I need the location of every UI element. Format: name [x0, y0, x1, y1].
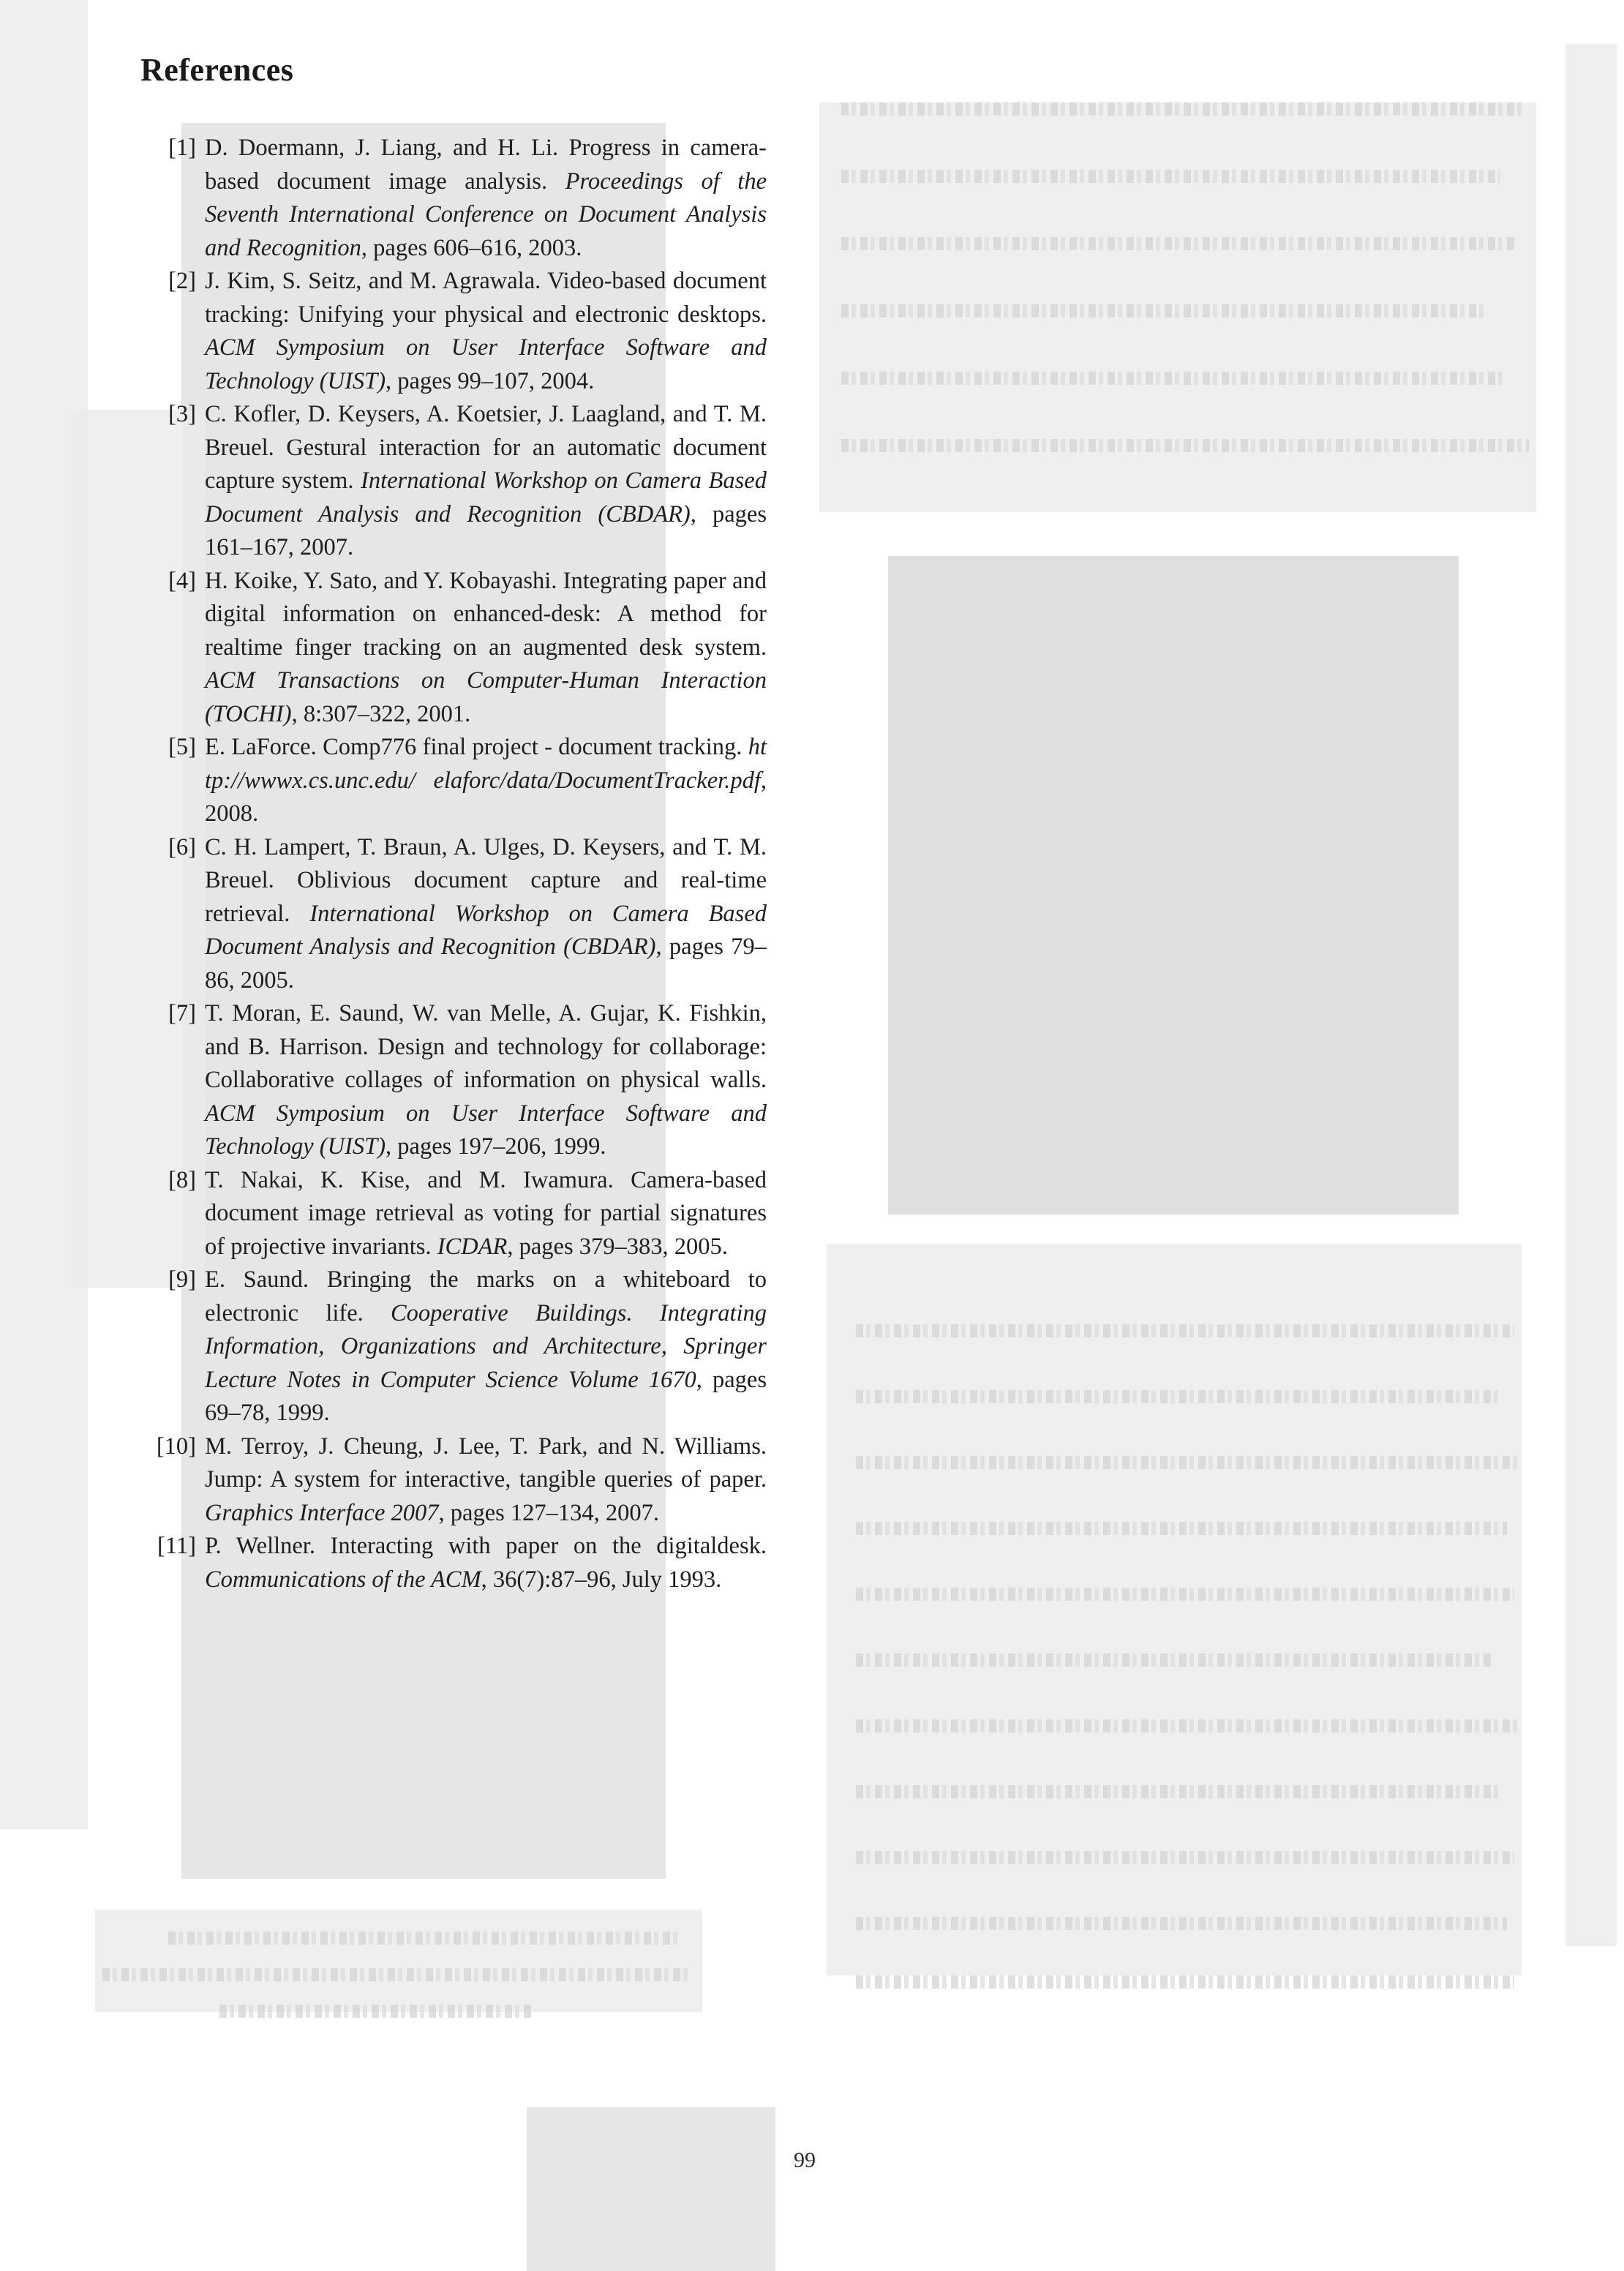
reference-authors-title: M. Terroy, J. Cheung, J. Lee, T. Park, and N. Williams. Jump: A system for interactive, tangible queries of paper. — [205, 1433, 767, 1493]
ghost-text-line — [856, 1390, 1500, 1403]
reference-authors-title: C. Kofler, D. Keysers, A. Koetsier, J. Laagland, and T. M. Breuel. Gestural interaction for an automatic document capture system. — [205, 401, 767, 494]
reference-item — [139, 1530, 909, 1596]
scan-noise-bottom-left — [95, 1910, 702, 2012]
reference-text — [205, 1530, 767, 1596]
reference-venue: International Workshop on Camera Based Document Analysis and Recognition (CBDAR) — [205, 900, 767, 960]
reference-details: , pages 99–107, 2004. — [386, 367, 595, 394]
reference-authors-title: T. Moran, E. Saund, W. van Melle, A. Gujar, K. Fishkin, and B. Harrison. Design and technology for collaborage: Collaborative collages of information on physical walls. — [205, 1000, 767, 1093]
reference-venue: International Workshop on Camera Based Document Analysis and Recognition (CBDAR) — [205, 468, 767, 528]
reference-item — [139, 132, 909, 265]
ghost-text-line — [856, 1588, 1514, 1601]
ghost-text-line — [841, 439, 1529, 452]
reference-details: , pages 161–167, 2007. — [205, 500, 767, 560]
reference-authors-title: H. Koike, Y. Sato, and Y. Kobayashi. Integrating paper and digital information on enhanced-desk: A method for realtime finger tracking on an augmented desk system. — [205, 567, 767, 661]
reference-details: , pages 379–383, 2005. — [507, 1233, 728, 1260]
scan-noise-bottom-blob — [527, 2107, 775, 2271]
reference-venue: Proceedings of the Seventh International Conference on Document Analysis and Recognition — [205, 168, 767, 261]
reference-number: [1] — [168, 135, 196, 161]
scan-noise-right-edge — [1565, 44, 1617, 1946]
reference-number: [5] — [168, 734, 196, 760]
reference-authors-title: C. H. Lampert, T. Braun, A. Ulges, D. Keysers, and T. M. Breuel. Oblivious document capture and real-time retrieval. — [205, 833, 767, 927]
reference-details: , pages 127–134, 2007. — [438, 1499, 660, 1526]
reference-number: [7] — [168, 1000, 196, 1026]
reference-authors-title: J. Kim, S. Seitz, and M. Agrawala. Video-based document tracking: Unifying your physical and electronic desktops. — [205, 268, 767, 328]
ghost-text-line — [856, 1324, 1514, 1337]
page-number: 99 — [794, 2148, 816, 2172]
reference-number: [9] — [168, 1266, 196, 1293]
reference-item — [139, 565, 909, 732]
ghost-text-line — [219, 2005, 534, 2018]
ghost-text-line — [856, 1917, 1507, 1930]
reference-text — [205, 265, 767, 398]
reference-number: [2] — [168, 268, 196, 294]
reference-text — [205, 731, 767, 831]
reference-text — [205, 398, 767, 565]
ghost-text-line — [856, 1522, 1507, 1535]
reference-text — [205, 1430, 767, 1531]
reference-details: , 36(7):87–96, July 1993. — [481, 1566, 722, 1593]
reference-number: [3] — [168, 401, 196, 427]
reference-number: [6] — [168, 833, 196, 860]
reference-text — [205, 132, 767, 265]
reference-details: , pages 79–86, 2005. — [205, 934, 767, 994]
reference-venue: Communications of the ACM — [205, 1566, 481, 1593]
ghost-text-line — [856, 1653, 1492, 1667]
ghost-text-line — [856, 1719, 1518, 1733]
reference-venue: Graphics Interface 2007 — [205, 1499, 439, 1526]
reference-authors-title: T. Nakai, K. Kise, and M. Iwamura. Camera-based document image retrieval as voting for partial signatures of projective invariants. — [205, 1166, 767, 1260]
reference-item — [139, 831, 909, 998]
reference-venue: ACM Symposium on User Interface Software and Technology (UIST) — [205, 1100, 767, 1160]
ghost-text-line — [841, 372, 1507, 385]
ghost-text-line — [168, 1932, 680, 1945]
ghost-text-line — [856, 1456, 1522, 1469]
ghost-text-line — [102, 1968, 688, 1981]
reference-item — [139, 731, 909, 831]
reference-item — [139, 265, 909, 398]
scan-noise-right-block — [888, 556, 1459, 1215]
reference-details: , 2008. — [205, 767, 767, 827]
reference-item — [139, 398, 909, 565]
reference-authors-title: E. LaForce. Comp776 final project - document tracking. — [205, 734, 743, 760]
ghost-text-line — [841, 102, 1522, 116]
reference-item — [139, 1164, 909, 1264]
reference-venue: ACM Transactions on Computer-Human Interaction (TOCHI) — [205, 667, 767, 727]
reference-venue: Cooperative Buildings. Integrating Information, Organizations and Architecture, Springer Lecture Notes in Computer Science Volume 1670 — [205, 1299, 767, 1393]
reference-text — [205, 1164, 767, 1264]
reference-venue: ACM Symposium on User Interface Software and Technology (UIST) — [205, 334, 767, 394]
reference-text — [205, 831, 767, 998]
reference-number: [10] — [156, 1433, 196, 1460]
ghost-text-line — [856, 1975, 1514, 1989]
references-heading: References — [140, 52, 294, 88]
reference-authors-title: P. Wellner. Interacting with paper on the digitaldesk. — [205, 1533, 767, 1559]
reference-list — [139, 132, 909, 1596]
reference-venue: ICDAR — [437, 1233, 508, 1260]
reference-text — [205, 997, 767, 1164]
reference-url-link[interactable]: http://wwwx.cs.unc.edu/ elaforc/data/DocumentTracker.pdf — [205, 734, 767, 794]
reference-item — [139, 1430, 909, 1531]
reference-item — [139, 1264, 909, 1430]
ghost-text-line — [856, 1785, 1500, 1798]
reference-number: [11] — [157, 1533, 196, 1559]
reference-details: , pages 69–78, 1999. — [205, 1366, 767, 1426]
scan-noise-right-lower — [827, 1244, 1522, 1975]
reference-number: [4] — [168, 567, 196, 594]
reference-number: [8] — [168, 1166, 196, 1193]
reference-text — [205, 1264, 767, 1430]
ghost-text-line — [841, 304, 1485, 318]
reference-authors-title: D. Doermann, J. Liang, and H. Li. Progress in camera-based document image analysis. — [205, 135, 767, 195]
reference-details: , pages 197–206, 1999. — [386, 1133, 606, 1160]
reference-details: , 8:307–322, 2001. — [291, 700, 471, 727]
reference-details: , pages 606–616, 2003. — [361, 234, 582, 261]
reference-authors-title: E. Saund. Bringing the marks on a whiteboard to electronic life. — [205, 1266, 767, 1326]
ghost-text-line — [841, 237, 1514, 250]
reference-item — [139, 997, 909, 1164]
ghost-text-line — [841, 170, 1500, 183]
reference-text — [205, 565, 767, 732]
ghost-text-line — [856, 1851, 1514, 1864]
